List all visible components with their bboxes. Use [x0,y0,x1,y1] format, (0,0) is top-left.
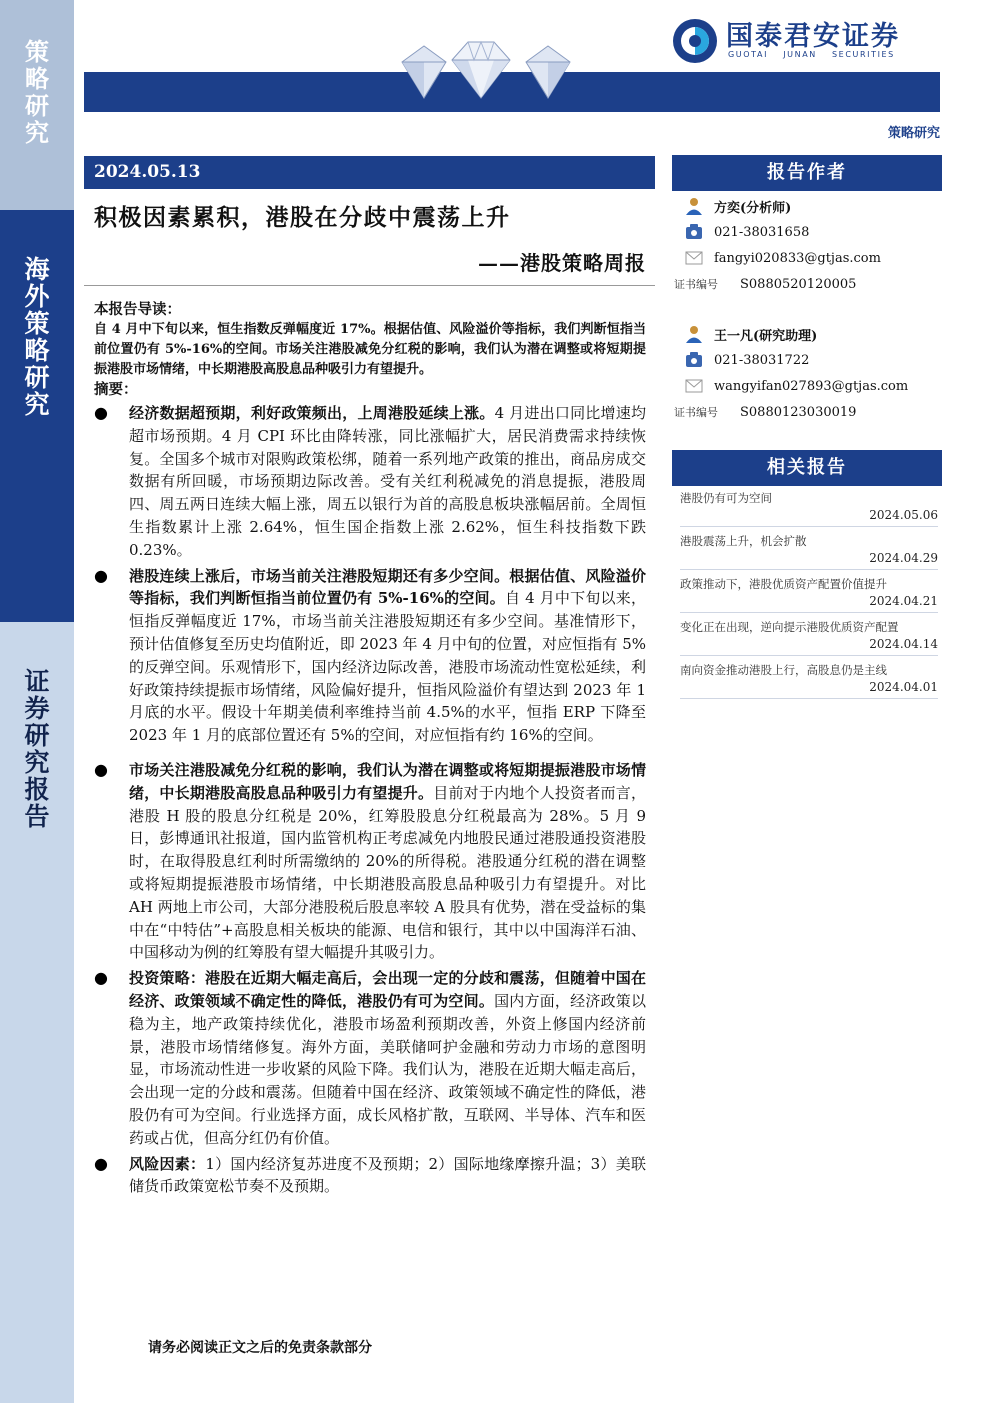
related-report-item[interactable] [680,576,938,613]
author-cert: S0880123030019 [740,404,857,420]
summary-item-lead: 市场关注港股减免分红税的影响，我们认为潜在调整或将短期提振港股市场情绪，中长期港股高股息品种吸引力有望提升。 [129,760,646,802]
author-email-row [674,246,881,270]
summary-item-lead: 风险因素： [129,1154,206,1173]
summary-item [94,402,646,562]
related-report-title: 政策推动下，港股优质资产配置价值提升 [680,577,887,591]
report-category: 策略研究 [887,126,940,141]
logo-text-cn: 国泰君安证券 [726,21,900,52]
author-email-row [674,374,908,398]
summary-item-text: 1）国内经济复苏进度不及预期；2）国际地缘摩擦升温；3）美联储货币政策宽松节奏不及预期。 [129,1154,646,1196]
bullet-icon: ● [94,968,108,988]
author-cert-row [674,400,856,424]
person-icon [674,196,714,216]
side-strip-section: 海外策略研究 [0,210,74,622]
related-report-title: 港股震荡上升，机会扩散 [680,534,807,548]
summary-item [94,759,646,964]
phone-icon [674,352,714,368]
side-strip [0,0,74,1403]
related-report-date: 2024.05.06 [869,508,938,522]
related-report-title: 港股仍有可为空间 [680,491,772,505]
related-report-date: 2024.04.29 [869,551,938,565]
summary-item-lead: 投资策略：港股在近期大幅走高后，会出现一定的分歧和震荡，但随着中国在经济、政策领域不确定性的降低，港股仍有可为空间。 [129,969,646,1010]
author-phone: 021-38031722 [714,352,810,368]
related-report-title: 南向资金推动港股上行，高股息仍是主线 [680,663,887,677]
summary-item-text: 自 4 月中下旬以来，恒指反弹幅度近 17%，市场当前关注港股短期还有多少空间。基准情形下，预计估值修复至历史均值附近，即 2023 年 4 月中旬的位置，对应恒指有 5%的反弹空间。乐观情形下，国内经济边际改善，港股市场流动性宽松延续，利好政策持续提振市场情绪，风险偏好提升，恒指风险溢价有望达到 2023 年 1 月底的水平。假设十年期美债利率维持当前 4.5%的水平，恒指 ERP 下降至 2023 年 1 月的底部位置还有 5%的空间，对应恒指有约 16%的空间。 [129,589,646,745]
email-icon [674,251,714,265]
email-icon [674,379,714,393]
bullet-icon: ● [94,759,108,779]
logo-text-en: GUOTAI JUNAN SECURITIES [728,50,895,59]
author-phone: 021-38031658 [714,224,810,240]
related-report-date: 2024.04.21 [869,594,938,608]
related-report-date: 2024.04.14 [869,637,938,651]
author-cert-row [674,272,856,296]
author-cert: S0880520120005 [740,276,857,292]
author-phone-row [674,220,809,244]
author-email[interactable]: wangyifan027893@gtjas.com [714,378,909,394]
report-title: 积极因素累积，港股在分歧中震荡上升 [94,204,511,231]
summary-item-lead: 港股连续上涨后，市场当前关注港股短期还有多少空间。根据估值、风险溢价等指标，我们判断恒指当前位置仍有 5%-16%的空间。 [129,566,646,608]
summary-item-text: 目前对于内地个人投资者而言，港股 H 股的股息分红税是 20%，红筹股股息分红税最高为 28%。5 月 9 日，彭博通讯社报道，国内监管机构正考虑减免内地股民通过港股通投资港股时，在取得股息红利时所需缴纳的 20%的所得税。港股通分红税的潜在调整或将短期提振港股市场情绪，中长期港股高股息品种吸引力有望提升。对比 AH 两地上市公司，大部分港股税后股息率较 A 股具有优势，潜在受益标的集中在“中特估”+高股息相关板块的能源、电信和银行，其中以中国海洋石油、中国移动为例的红筹股有望大幅提升其吸引力。 [129,783,646,962]
summary-item-text: 国内方面，经济政策以稳为主，地产政策持续优化，港股市场盈利预期改善，外资上修国内经济前景，港股市场情绪修复。海外方面，美联储呵护金融和劳动力市场的意图明显，市场流动性进一步收紧的风险下降。我们认为，港股在近期大幅走高后，会出现一定的分歧和震荡。但随着中国在经济、政策领域不确定性的降低，港股仍有可为空间。行业选择方面，成长风格扩散，互联网、半导体、汽车和医药或占优，但高分红仍有价值。 [129,991,646,1147]
author-phone-row [674,348,809,372]
related-report-title: 变化正在出现，逆向提示港股优质资产配置 [680,620,899,634]
report-date: 2024.05.13 [84,156,655,189]
bullet-icon: ● [94,565,108,585]
logo-mark-icon [672,18,718,64]
summary-item-lead: 经济数据超预期，利好政策频出，上周港股延续上涨。 [129,404,495,422]
phone-icon [674,224,714,240]
cert-label: 证书编号 [674,406,718,419]
disclaimer-note: 请务必阅读正文之后的免责条款部分 [148,1340,372,1356]
diamond-icon [446,36,516,102]
company-logo [672,12,942,68]
summary-item [94,565,646,747]
summary-item [94,1153,646,1199]
title-divider [84,285,655,286]
report-subtitle: ——港股策略周报 [478,251,646,275]
summary-list [94,402,646,1198]
side-strip-category: 策略研究 [0,0,74,210]
guide-text: 自 4 月中下旬以来，恒生指数反弹幅度近 17%。根据估值、风险溢价等指标，我们判断恒指当前位置仍有 5%-16%的空间。市场关注港股减免分红税的影响，我们认为潜在调整或将短期提振港股市场情绪，中长期港股高股息品种吸引力有望提升。 [94,322,646,377]
bullet-icon: ● [94,1153,108,1173]
side-strip-doc-type: 证券研究报告 [0,622,74,1403]
related-report-date: 2024.04.01 [869,680,938,694]
related-reports-list [680,490,938,705]
author-name-row [674,194,791,218]
author-email[interactable]: fangyi020833@gtjas.com [714,250,881,266]
summary-heading: 摘要： [94,381,138,398]
person-icon [674,324,714,344]
diamond-icon [520,40,576,100]
related-report-item[interactable] [680,490,938,527]
guide-heading: 本报告导读： [94,301,181,318]
summary-item-text: 4 月进出口同比增速均超市场预期。4 月 CPI 环比由降转涨，同比涨幅扩大，居民消费需求持续恢复。全国多个城市对限购政策松绑，随着一系列地产政策的推出，商品房成交数据有所回暖，市场预期边际改善。受有关红利税减免的消息提振，港股周四、周五两日连续大幅上涨，周五以银行为首的高股息板块涨幅居前。全周恒生指数累计上涨 2.64%，恒生国企指数上涨 2.62%，恒生科技指数下跌 0.23%。 [129,404,646,559]
related-heading: 相关报告 [672,450,942,486]
related-report-item[interactable] [680,533,938,570]
diamond-icon [396,40,452,100]
bullet-icon: ● [94,403,108,422]
author-name: 方奕(分析师) [714,200,792,216]
author-name: 王一凡(研究助理) [714,328,818,344]
cert-label: 证书编号 [674,278,718,291]
related-report-item[interactable] [680,619,938,656]
report-body [94,300,646,1201]
related-report-item[interactable] [680,662,938,699]
author-name-row [674,322,817,346]
authors-heading: 报告作者 [672,155,942,191]
summary-item [94,967,646,1149]
